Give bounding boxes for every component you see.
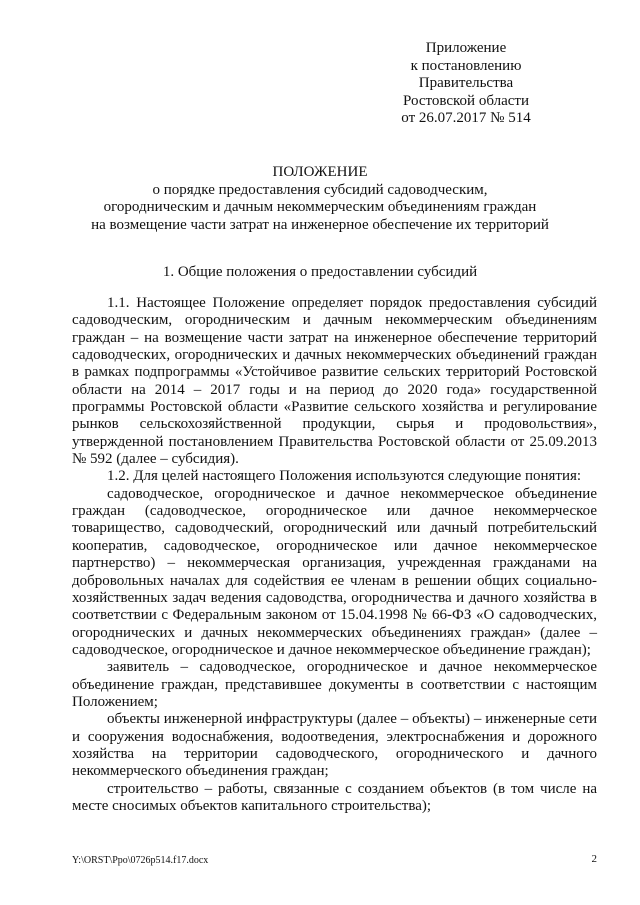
title-line: на возмещение части затрат на инженерное обеспечение их территорий	[91, 216, 549, 233]
appendix-line: Правительства	[418, 75, 514, 92]
appendix-line: Приложение	[425, 40, 507, 56]
paragraph: 1.1. Настоящее Положение определяет порядок предоставления субсидий садоводческим, огородническим и дачным некоммерческим объединениям граждан – на возмещение части затрат на инженерное обеспечение территорий садоводческих, огороднических и дачных некоммерческих объединений граждан в рамках подпрограммы «Устойчивое развитие сельских территорий Ростовской области на 2014 – 2017 годы и на период до 2020 года» государственной программы Ростовской области «Развитие сельского хозяйства и регулирование рынков сельскохозяйственной продукции, сырья и продовольствия», утвержденной постановлением Правительства Ростовской области от 25.09.2013 № 592 (далее – субсидия).	[72, 295, 597, 468]
section-heading: 1. Общие положения о предоставлении субсидий	[162, 264, 478, 280]
file-path-footer: Y:\ORST\Ppo\0726p514.f17.docx	[72, 855, 209, 866]
appendix-line: от 26.07.2017 № 514	[401, 110, 531, 127]
page-number: 2	[591, 853, 597, 865]
appendix-line: к постановлению	[410, 57, 522, 74]
appendix-block	[366, 40, 566, 128]
title-line: о порядке предоставления субсидий садоводческим,	[152, 181, 488, 198]
paragraph: строительство – работы, связанные с созданием объектов (в том числе на месте сносимых объектов капитального строительства);	[72, 780, 597, 814]
paragraph: садоводческое, огородническое и дачное некоммерческое объединение граждан (садоводческое, огородническое или дачное некоммерческое товарищество, садоводческий, огороднический или дачный потребительский кооператив, садоводческое, огородническое или дачное некоммерческое партнерство) – некоммерческая организация, учрежденная гражданами на добровольных началах для содействия ее членам в решении общих социально-хозяйственных задач ведения садоводства, огородничества и дачного хозяйства в соответствии с Федеральным законом от 15.04.1998 № 66-ФЗ «О садоводческих, огороднических и дачных некоммерческих объединениях граждан» (далее – садоводческое, огородническое и дачное некоммерческое объединение граждан);	[72, 485, 597, 658]
document-body	[72, 295, 597, 815]
document-title	[60, 164, 580, 234]
title-line: огородническим и дачным некоммерческим объединениям граждан	[103, 199, 537, 215]
paragraph: 1.2. Для целей настоящего Положения используются следующие понятия:	[107, 468, 582, 485]
paragraph: объекты инженерной инфраструктуры (далее – объекты) – инженерные сети и сооружения водоснабжения, водоотведения, электроснабжения и дорожного хозяйства на территории садоводческого, огороднического и дачного некоммерческого объединения граждан;	[72, 711, 597, 780]
paragraph: заявитель – садоводческое, огородническое и дачное некоммерческое объединение граждан, представившее документы в соответствии с настоящим Положением;	[72, 659, 597, 710]
appendix-line: Ростовской области	[403, 92, 529, 109]
title-heading: ПОЛОЖЕНИЕ	[272, 164, 368, 180]
